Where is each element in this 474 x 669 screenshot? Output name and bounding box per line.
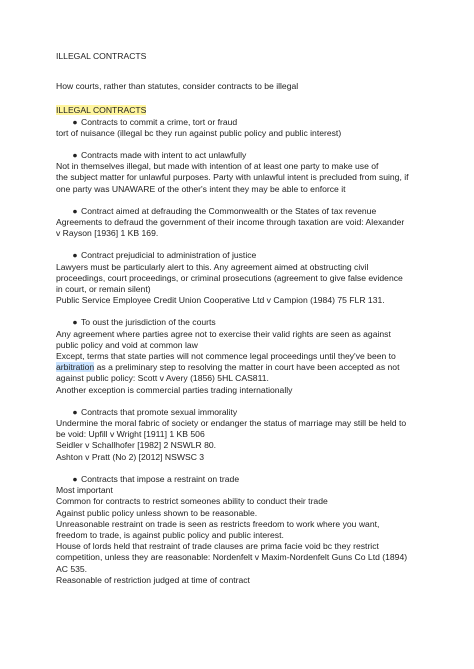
body-line: Not in themselves illegal, but made with intention of at least one party to make use of	[56, 161, 379, 172]
document-title: ILLEGAL CONTRACTS	[56, 51, 147, 61]
section-heading-highlight: ILLEGAL CONTRACTS	[56, 105, 147, 116]
items-list	[56, 117, 428, 586]
body-line-rest: as a preliminary step to resolving the matter in court have been accepted as not	[94, 362, 400, 373]
bullet-text: Contracts that impose a restraint on trade	[81, 473, 240, 484]
list-item	[56, 117, 428, 139]
body-line: Agreements to defraud the government of their income through taxation are void: Alexander	[56, 217, 405, 228]
body-line: the subject matter for unlawful purposes. Party with unlawful intent is precluded from suing, if	[56, 172, 409, 183]
body-line: Another exception is commercial parties trading internationally	[56, 384, 293, 395]
bullet-text: Contracts to commit a crime, tort or fraud	[81, 116, 238, 127]
bullet-dot-icon: ●	[72, 406, 78, 417]
body-line: House of lords held that restraint of trade clauses are prima facie void bc they restrict	[56, 541, 379, 552]
body-line: proceedings, court proceedings, or criminal prosecutions (agreement to give false evidence	[56, 272, 403, 283]
bullet-heading	[56, 150, 428, 161]
body-line: Common for contracts to restrict someones ability to conduct their trade	[56, 496, 328, 507]
body-line: Except, terms that state parties will not commence legal proceedings until they've been to	[56, 351, 396, 362]
list-item	[56, 317, 428, 395]
body-line: Undermine the moral fabric of society or endanger the status of marriage may still be held to	[56, 418, 407, 429]
bullet-heading	[56, 206, 428, 217]
list-item	[56, 250, 428, 306]
list-item	[56, 474, 428, 586]
body-line: competition, unless they are reasonable: Nordenfelt v Maxim-Nordenfelt Guns Co Ltd (1894)	[56, 552, 408, 563]
body-line: Reasonable of restriction judged at time of contract	[56, 574, 250, 585]
bullet-text: Contracts that promote sexual immorality	[81, 406, 238, 417]
bullet-heading	[56, 117, 428, 128]
document-subtitle: How courts, rather than statutes, consider contracts to be illegal	[56, 81, 299, 92]
body-line	[56, 362, 428, 373]
body-line: Any agreement where parties agree not to exercise their valid rights are seen as against	[56, 328, 391, 339]
highlighted-word: arbitration	[56, 362, 95, 373]
list-item	[56, 206, 428, 240]
body-line: v Rayson [1936] 1 KB 169.	[56, 228, 159, 239]
bullet-text: Contract prejudicial to administration of justice	[81, 250, 257, 261]
body-line: tort of nuisance (illegal bc they run against public policy and public interest)	[56, 127, 342, 138]
bullet-dot-icon: ●	[72, 150, 78, 161]
body-line: Seidler v Schallhofer [1982] 2 NSWLR 80.	[56, 440, 217, 451]
bullet-heading	[56, 250, 428, 261]
section-heading	[56, 105, 428, 116]
bullet-dot-icon: ●	[72, 317, 78, 328]
body-line: public policy and void at common law	[56, 339, 198, 350]
body-line: freedom to trade, is against public policy and public interest.	[56, 529, 284, 540]
body-line: Public Service Employee Credit Union Cooperative Ltd v Campion (1984) 75 FLR 131.	[56, 295, 385, 306]
body-line: Most important	[56, 485, 113, 496]
bullet-dot-icon: ●	[72, 473, 78, 484]
bullet-text: To oust the jurisdiction of the courts	[81, 317, 216, 328]
bullet-heading	[56, 407, 428, 418]
bullet-dot-icon: ●	[72, 250, 78, 261]
body-line: Unreasonable restraint on trade is seen as restricts freedom to work where you want,	[56, 518, 380, 529]
list-item	[56, 407, 428, 463]
bullet-dot-icon: ●	[72, 116, 78, 127]
body-line: be void: Upfill v Wright [1911] 1 KB 506	[56, 429, 205, 440]
body-line: Ashton v Pratt (No 2) [2012] NSWSC 3	[56, 451, 205, 462]
bullet-dot-icon: ●	[72, 205, 78, 216]
bullet-heading	[56, 317, 428, 328]
body-line: against public policy: Scott v Avery (1856) 5HL CAS811.	[56, 373, 269, 384]
body-line: one party was UNAWARE of the other's intent they may be able to enforce it	[56, 183, 346, 194]
body-line: Lawyers must be particularly alert to this. Any agreement aimed at obstructing civil	[56, 261, 369, 272]
body-line: Against public policy unless shown to be reasonable.	[56, 507, 258, 518]
bullet-text: Contract aimed at defrauding the Commonwealth or the States of tax revenue	[81, 205, 377, 216]
list-item	[56, 150, 428, 195]
body-line: in court, or remain silent)	[56, 284, 151, 295]
body-line: AC 535.	[56, 563, 88, 574]
bullet-text: Contracts made with intent to act unlawfully	[81, 150, 247, 161]
document-content	[56, 51, 428, 586]
bullet-heading	[56, 474, 428, 485]
